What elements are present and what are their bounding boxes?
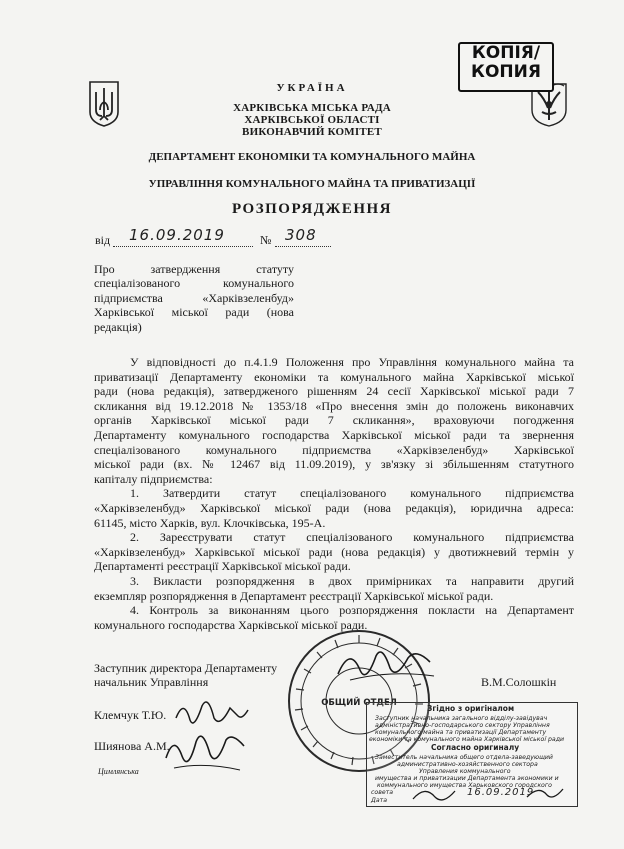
subject-line: Про затвердження статуту	[94, 262, 294, 276]
body-line: органів Харківської міської ради 7 скликання», враховуючи погодження	[94, 413, 574, 428]
body-line: спеціалізованого комунального підприємства «Харківзеленбуд» Харківської	[94, 442, 574, 457]
approver1-name: Клемчук Т.Ю.	[94, 708, 167, 722]
stamp-line: Згідно з оригіналом	[427, 704, 515, 713]
body-line: «Харківзеленбуд» Харківської міської ради (нова редакція), юридична адреса:	[94, 500, 574, 515]
subject-line: спеціалізованого комунального	[94, 276, 294, 291]
stamp-signature	[407, 783, 567, 805]
date-prefix: від	[95, 233, 111, 247]
subject-line: Харківської міської ради (нова	[94, 305, 294, 320]
document-subject	[94, 262, 294, 334]
stamp-line: Управления коммунального	[419, 768, 511, 775]
subject-line: підприємства «Харківзеленбуд»	[94, 290, 294, 305]
approver2-signature	[160, 728, 250, 776]
body-line: скликання від 19.12.2018 № 1353/18 «Про внесення змін до положень виконавчих	[94, 398, 574, 413]
seal-center-text: ОБЩИЙ ОТДЕЛ	[321, 698, 397, 708]
body-line: капіталу підприємства:	[94, 471, 213, 486]
document-title: РОЗПОРЯДЖЕННЯ	[231, 201, 393, 217]
stamp-date-handwritten: 16.09.2019	[467, 787, 535, 798]
header-country: УКРАЇНА	[276, 82, 348, 94]
body-line: «Харківзеленбуд» Харківської міської ради (нова редакція) у двотижневий термін у	[94, 544, 574, 559]
header-directorate: УПРАВЛІННЯ КОМУНАЛЬНОГО МАЙНА ТА ПРИВАТИЗАЦІЇ	[148, 178, 476, 190]
body-line: ради (нова редакція), затвердженого рішенням 24 сесії Харківської міської ради 7	[94, 384, 574, 399]
document-body	[94, 355, 574, 632]
signer-name: В.М.Солошкін	[481, 675, 557, 689]
header-region: ХАРКІВСЬКОЇ ОБЛАСТІ	[244, 114, 380, 126]
stamp-line: Согласно оригиналу	[431, 743, 520, 752]
header-department: ДЕПАРТАМЕНТ ЕКОНОМІКИ ТА КОМУНАЛЬНОГО МАЙНА	[148, 151, 476, 163]
body-line: Департаменті реєстрації Харківської міської ради.	[94, 559, 351, 574]
body-line: 1. Затвердити статут спеціалізованого комунального підприємства	[130, 486, 574, 501]
verification-stamp	[366, 702, 578, 807]
body-line: У відповідності до п.4.1.9 Положення про Управління комунального майна та	[130, 355, 574, 369]
stamp-line: Заступник начальника загального відділу-завідувач	[375, 715, 548, 722]
stamp-line: административно-хозяйственного сектора	[397, 761, 538, 768]
body-line: 2. Зареєструвати статут спеціалізованого комунального підприємства	[130, 530, 574, 545]
document-date-line	[95, 226, 335, 250]
stamp-line: комунального майна та приватизації Департаменту	[375, 729, 547, 736]
signature-handwritten	[330, 640, 440, 690]
body-line: приватизації Департаменту економіки та комунального майна Харківської міської	[94, 369, 574, 384]
subject-line: редакція)	[94, 319, 142, 334]
approver1-signature	[172, 696, 252, 730]
approver2-note: Цимлянська	[98, 767, 139, 776]
body-line: екземпляр розпорядження в Департамент реєстрації Харківської міської ради.	[94, 588, 494, 603]
signer-position-line2: начальник Управління	[94, 675, 209, 689]
stamp-date-label: Дата	[371, 797, 388, 804]
body-line: 3. Викласти розпорядження в двох примірниках та направити другий	[130, 573, 574, 588]
stamp-line: адміністративно-господарського сектору Управління	[375, 722, 550, 729]
stamp-line: коммунального имущества Харьковского городского	[377, 782, 552, 789]
body-line: 4. Контроль за виконанням цього розпорядження покласти на Департамент	[130, 603, 574, 618]
body-line: міської ради (вх. № 12467 від 11.09.2019), у зв'язку зі збільшенням статутного	[94, 457, 574, 472]
stamp-line: Заместитель начальника общего отдела-заведующий	[375, 754, 553, 761]
copy-stamp-line1: КОПІЯ/	[471, 43, 541, 63]
date-handwritten: 16.09.2019	[129, 226, 225, 244]
header-council: ХАРКІВСЬКА МІСЬКА РАДА	[233, 102, 391, 114]
header-committee: ВИКОНАВЧИЙ КОМІТЕТ	[242, 126, 382, 138]
copy-stamp-line2: КОПИЯ	[471, 62, 541, 82]
signer-position-line1: Заступник директора Департаменту	[94, 661, 278, 675]
body-line: 61145, місто Харків, вул. Клочківська, 195-А.	[94, 515, 326, 530]
number-prefix: №	[260, 233, 272, 247]
body-line: комунального господарства Харківської міської ради.	[94, 617, 368, 632]
body-line: Департаменту комунального господарства Харківської міської ради та звернення	[94, 427, 574, 442]
approver2-name: Шиянова А.М.	[94, 739, 170, 753]
stamp-line: совета	[371, 789, 394, 796]
stamp-line: имущества и приватизации Департамента экономики и	[375, 775, 559, 782]
number-handwritten: 308	[285, 226, 317, 244]
stamp-line: економіки та комунального майна Харківської міської ради	[369, 736, 565, 743]
